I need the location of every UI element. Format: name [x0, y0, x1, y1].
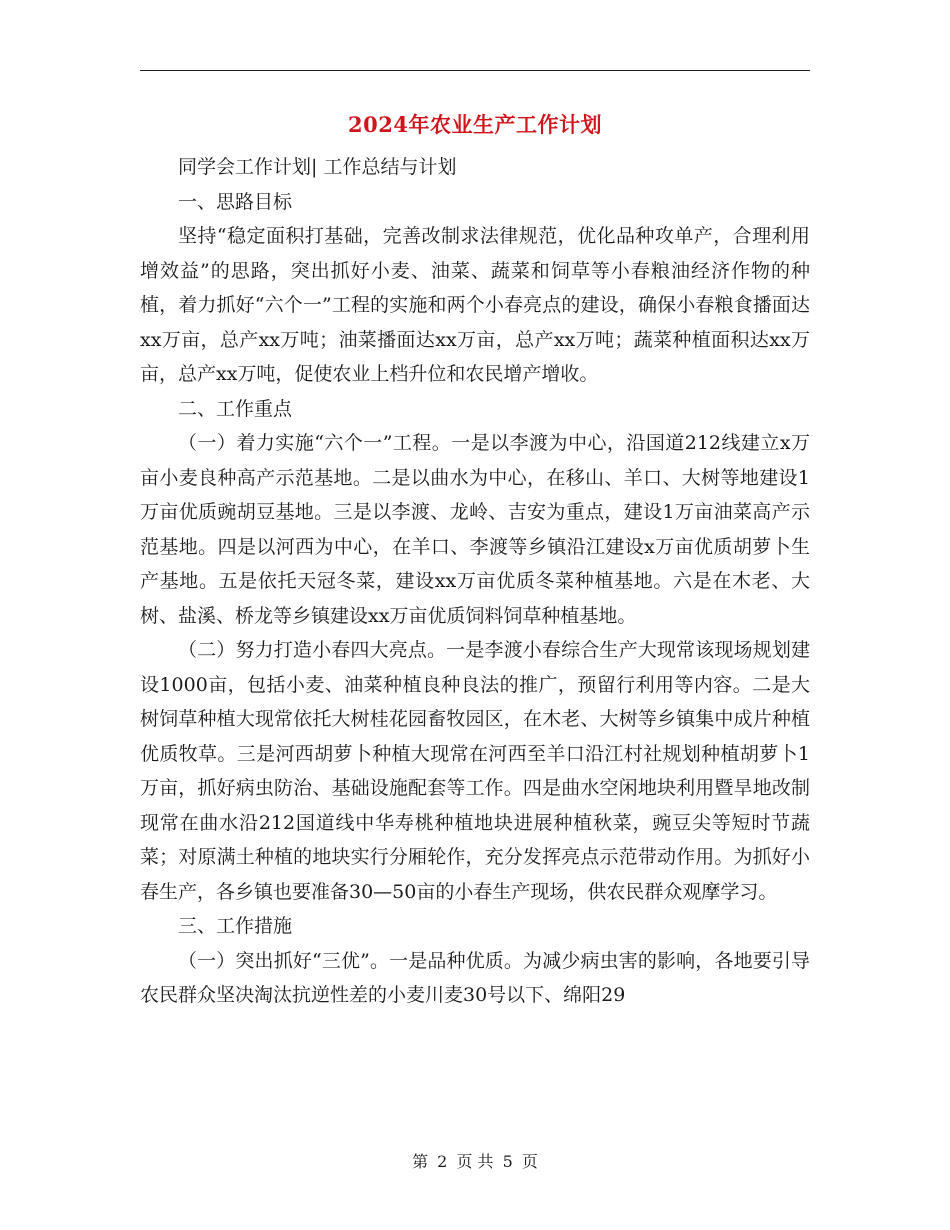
footer-page-number: 2: [437, 1152, 448, 1171]
section-2-paragraph-1: （一）着力实施“六个一”工程。一是以李渡为中心，沿国道212线建立x万亩小麦良种高产示范基地。二是以曲水为中心，在移山、羊口、大树等地建设1万亩优质豌胡豆基地。三是以李渡、龙岭、吉安为重点，建设1万亩油菜高产示范基地。四是以河西为中心，在羊口、李渡等乡镇沿江建设x万亩优质胡萝卜生产基地。五是依托天冠冬菜，建设xx万亩优质冬菜种植基地。六是在木老、大树、盐溪、桥龙等乡镇建设xx万亩优质饲料饲草种植基地。: [140, 432, 810, 627]
section-2-paragraph-2: （二）努力打造小春四大亮点。一是李渡小春综合生产大现常该现场规划建设1000亩，包括小麦、油菜种植良种良法的推广，预留行利用等内容。二是大树饲草种植大现常依托大树桂花园畜牧园区，在木老、大树等乡镇集中成片种植优质牧草。三是河西胡萝卜种植大现常在河西至羊口沿江村社规划种植胡萝卜1万亩，抓好病虫防治、基础设施配套等工作。四是曲水空闲地块利用暨旱地改制现常在曲水沿212国道线中华寿桃种植地块进展种植秋菜，豌豆尖等短时节蔬菜；对原满土种植的地块实行分厢轮作，充分发挥亮点示范带动作用。为抓好小春生产，各乡镇也要准备30—50亩的小春生产现场，供农民群众观摩学习。: [140, 639, 810, 903]
section-1-heading: 一、思路目标: [178, 190, 293, 213]
footer-total-pages: 5: [502, 1152, 513, 1171]
section-1-paragraph: 坚持“稳定面积打基础，完善改制求法律规范，优化品种攻单产，合理利用增效益”的思路，突出抓好小麦、油菜、蔬菜和饲草等小春粮油经济作物的种植，着力抓好“六个一”工程的实施和两个小春亮点的建设，确保小春粮食播面达xx万亩，总产xx万吨；油菜播面达xx万亩，总产xx万吨；蔬菜种植面积达xx万亩，总产xx万吨，促使农业上档升位和农民增产增收。: [140, 225, 810, 385]
footer-suffix: 页: [521, 1152, 538, 1171]
section-3-paragraph-1: （一）突出抓好“三优”。一是品种优质。为减少病虫害的影响，各地要引导农民群众坚决淘汰抗逆性差的小麦川麦30号以下、绵阳29: [140, 949, 810, 1006]
document-title: 2024年农业生产工作计划: [348, 112, 602, 137]
section-3-heading: 三、工作措施: [178, 915, 293, 937]
page-footer: [140, 1150, 810, 1174]
footer-middle: 页 共: [456, 1152, 494, 1171]
header-rule: [140, 70, 810, 71]
section-2-heading: 二、工作重点: [178, 397, 293, 420]
document-body: [140, 150, 810, 1013]
footer-prefix: 第: [412, 1152, 429, 1171]
document-subtitle: 同学会工作计划| 工作总结与计划: [178, 156, 457, 178]
